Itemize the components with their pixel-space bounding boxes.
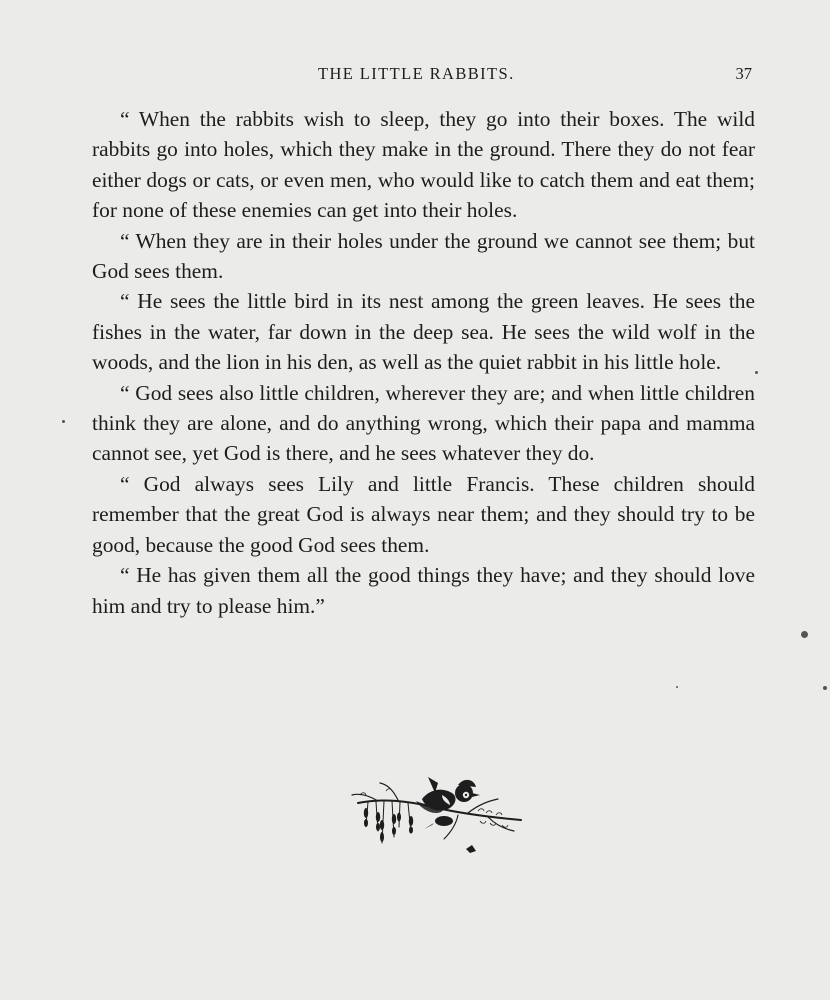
paper-speck <box>676 686 678 688</box>
paragraph: “ When they are in their holes under the ground we cannot see them; but God sees them. <box>92 228 755 284</box>
paragraph: “ He has given them all the good things they have; and they should love him and try to please him.” <box>92 563 755 618</box>
paragraph: “ He sees the little bird in its nest among the green leaves. He sees the fishes in the water, far down in the deep sea. He sees the wild wolf in the woods, and the lion in his den, as well as the quiet rabbit in his little hole. <box>92 289 755 375</box>
body-text <box>92 104 755 621</box>
running-title: THE LITTLE RABBITS. <box>318 64 515 83</box>
running-head <box>0 64 830 88</box>
birds-on-branch-icon <box>338 765 528 865</box>
paper-speck <box>62 420 65 423</box>
paragraph: “ When the rabbits wish to sleep, they go into their boxes. The wild rabbits go into holes, which they make in the ground. There they do not fear either dogs or cats, or even men, who would like to catch them and eat them; for none of these enemies can get into their holes. <box>92 107 755 223</box>
page-number: 37 <box>735 64 752 83</box>
paper-speck <box>755 371 758 374</box>
paper-speck <box>823 686 827 690</box>
paragraph: “ God always sees Lily and little Francis. These children should remember that the great God is always near them; and they should try to be good, because the good God sees them. <box>92 471 755 557</box>
paragraph: “ God sees also little children, wherever they are; and when little children think they are alone, and do anything wrong, which their papa and mamma cannot see, yet God is there, and he sees whatever they do. <box>92 380 755 466</box>
paper-speck <box>801 631 808 638</box>
